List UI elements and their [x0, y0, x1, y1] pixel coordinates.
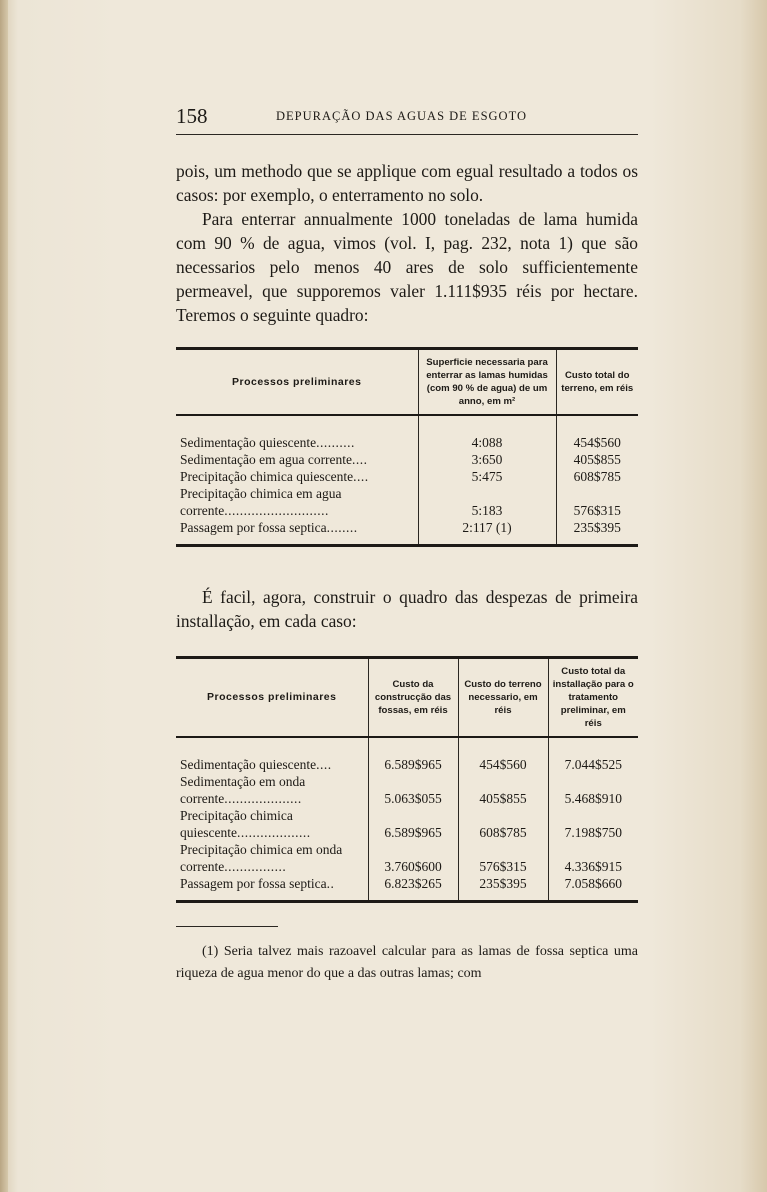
process-name: Sedimentação quiescente [180, 757, 317, 772]
leader-dots: ................... [236, 825, 311, 840]
total-cell: 7.044$525 [548, 756, 638, 773]
total-cell: 7.058$660 [548, 875, 638, 892]
terreno-cell: 576$315 [458, 841, 548, 875]
table-row [176, 485, 638, 519]
header-custo-terreno: Custo total do terreno, em réis [556, 349, 638, 416]
construccao-cell: 5.063$055 [368, 773, 458, 807]
leader-dots: .. [326, 876, 335, 891]
row-label [176, 773, 368, 807]
table-row [176, 434, 638, 451]
leader-dots: .... [316, 757, 332, 772]
leader-dots: .................... [224, 791, 302, 806]
terreno-cell: 454$560 [458, 756, 548, 773]
paragraph-2: Para enterrar annualmente 1000 toneladas de lama humida com 90 % de agua, vimos (vol. I, pag. 232, nota 1) que são necessarios pelo menos 40 ares de solo sufficientemente permeavel, que supporemos valer 1.111$935 réis por hectare. Teremos o seguinte quadro: [176, 209, 638, 325]
leader-dots: ........................... [224, 503, 329, 518]
paragraph-1: pois, um methodo que se applique com egual resultado a todos os casos: por exemplo, o enterramento no solo. [176, 161, 638, 205]
total-cell: 5.468$910 [548, 773, 638, 807]
paragraph-3: É facil, agora, construir o quadro das despezas de primeira installação, em cada caso: [176, 587, 638, 631]
process-name: Precipitação chimica em agua corrente [180, 486, 342, 518]
custo-cell: 235$395 [556, 519, 638, 536]
construccao-cell: 6.589$965 [368, 756, 458, 773]
process-name: Precipitação chimica quiescente [180, 469, 354, 484]
custo-cell: 405$855 [556, 451, 638, 468]
superficie-cell: 2:117 (1) [418, 519, 556, 536]
leader-dots: .... [352, 452, 368, 467]
row-label [176, 485, 418, 519]
land-cost-table [176, 347, 638, 547]
table-tail-cell [548, 892, 638, 902]
total-cell: 7.198$750 [548, 807, 638, 841]
table-row [176, 875, 638, 892]
custo-cell: 576$315 [556, 485, 638, 519]
leader-dots: ................ [224, 859, 287, 874]
table-tail [176, 892, 638, 902]
process-name: Precipitação chimica quiescente [180, 808, 293, 840]
page-number: 158 [176, 104, 208, 128]
superficie-cell: 5:475 [418, 468, 556, 485]
table-tail [176, 536, 638, 546]
process-name: Passagem por fossa septica [180, 520, 327, 535]
custo-cell: 608$785 [556, 468, 638, 485]
row-label [176, 434, 418, 451]
leader-dots: .......... [316, 435, 355, 450]
leader-dots: ........ [326, 520, 358, 535]
row-label [176, 519, 418, 536]
footnote-rule [176, 926, 278, 927]
custo-cell: 454$560 [556, 434, 638, 451]
running-title: DEPURAÇÃO DAS AGUAS DE ESGOTO [276, 109, 528, 123]
row-label [176, 756, 368, 773]
terreno-cell: 235$395 [458, 875, 548, 892]
process-name: Sedimentação em onda corrente [180, 774, 306, 806]
row-label [176, 451, 418, 468]
terreno-cell: 405$855 [458, 773, 548, 807]
row-label [176, 807, 368, 841]
page-content [176, 104, 638, 985]
construccao-cell: 6.823$265 [368, 875, 458, 892]
header-custo-total: Custo total da installação para o tratamento preliminar, em réis [548, 658, 638, 738]
table-tail-cell [458, 892, 548, 902]
table-row [176, 756, 638, 773]
table-row [176, 773, 638, 807]
header-custo-terreno: Custo do terreno necessario, em réis [458, 658, 548, 738]
header-processos: Processos preliminares [176, 658, 368, 738]
total-cell: 4.336$915 [548, 841, 638, 875]
process-name: Passagem por fossa septica [180, 876, 327, 891]
table-row [176, 841, 638, 875]
table-tail-cell [176, 536, 418, 546]
table-header-row [176, 658, 638, 738]
construccao-cell: 6.589$965 [368, 807, 458, 841]
superficie-cell: 3:650 [418, 451, 556, 468]
superficie-cell: 4:088 [418, 434, 556, 451]
process-name: Sedimentação em agua corrente [180, 452, 353, 467]
row-label [176, 468, 418, 485]
header-processos: Processos preliminares [176, 349, 418, 416]
footnote: (1) Seria talvez mais razoavel calcular para as lamas de fossa septica uma riqueza de agua menor do que a das outras lamas; com [176, 944, 638, 981]
process-name: Precipitação chimica em onda corrente [180, 842, 343, 874]
superficie-cell: 5:183 [418, 485, 556, 519]
header-custo-construccao: Custo da construcção das fossas, em réis [368, 658, 458, 738]
table-row [176, 519, 638, 536]
table-row [176, 807, 638, 841]
process-name: Sedimentação quiescente [180, 435, 317, 450]
page-header [176, 104, 638, 135]
row-label [176, 875, 368, 892]
table-tail-cell [176, 892, 368, 902]
construccao-cell: 3.760$600 [368, 841, 458, 875]
leader-dots: .... [353, 469, 369, 484]
table-header-row [176, 349, 638, 416]
table-row [176, 451, 638, 468]
table-tail-cell [556, 536, 638, 546]
table-row [176, 468, 638, 485]
terreno-cell: 608$785 [458, 807, 548, 841]
table-tail-cell [418, 536, 556, 546]
page-spine-shadow [0, 0, 8, 1192]
row-label [176, 841, 368, 875]
table-tail-cell [368, 892, 458, 902]
installation-cost-table [176, 656, 638, 903]
header-superficie: Superficie necessaria para enterrar as lamas humidas (com 90 % de agua) de um anno, em m² [418, 349, 556, 416]
